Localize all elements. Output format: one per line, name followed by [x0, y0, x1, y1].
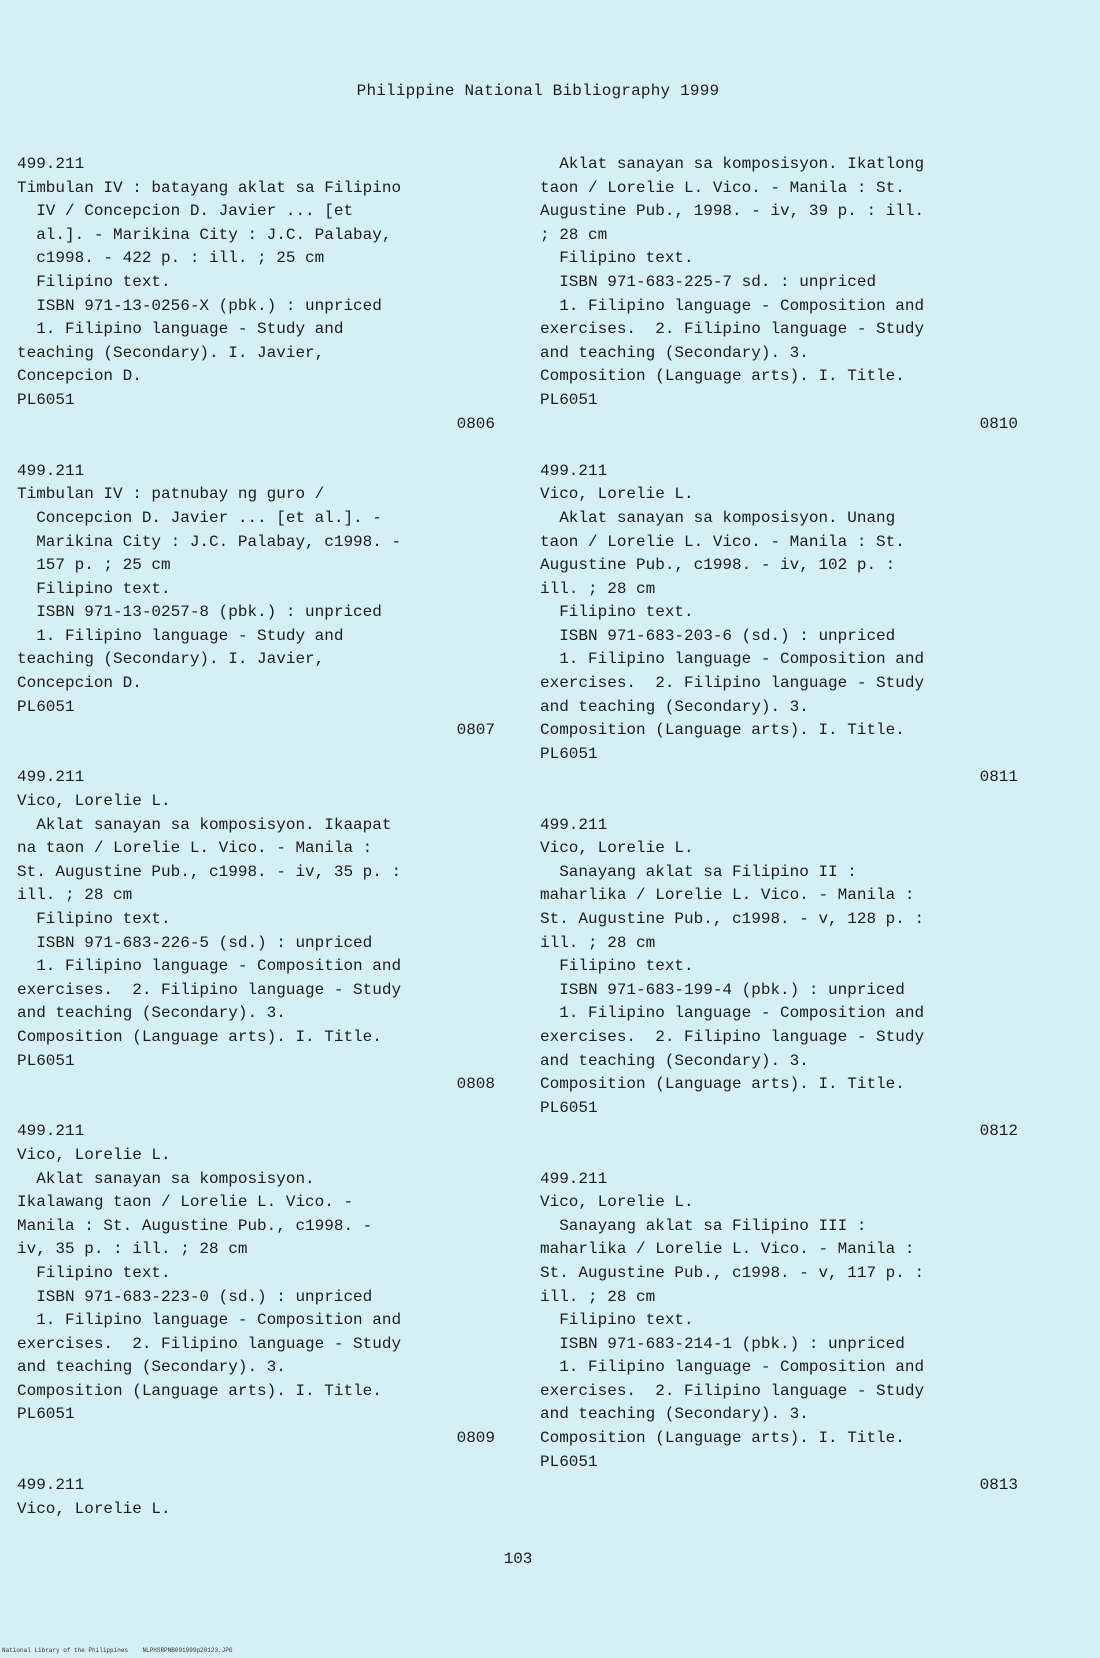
bibliographic-entry — [540, 460, 1018, 814]
entry-control-number: 0808 — [456, 1075, 495, 1094]
left-column — [17, 153, 495, 1521]
entry-spacer — [540, 1498, 1018, 1522]
entry-line: and teaching (Secondary). 3. — [540, 1405, 809, 1424]
entry-line: Filipino text. — [17, 910, 171, 928]
entry-line: ; 28 cm — [540, 225, 608, 244]
entry-line: Composition (Language arts). I. Title. — [17, 1381, 382, 1400]
entry-line: Composition (Language arts). I. Title. — [17, 1027, 382, 1046]
entry-line: ISBN 971-683-223-0 (sd.) : unpriced — [17, 1287, 373, 1306]
entry-line: exercises. 2. Filipino language - Study — [540, 1381, 925, 1400]
entry-line: 1. Filipino language - Composition and — [540, 296, 925, 315]
entry-line: Vico, Lorelie L. — [540, 839, 694, 858]
entry-line: ill. ; 28 cm — [540, 933, 656, 952]
entry-line: Concepcion D. — [17, 367, 142, 386]
entry-line: PL6051 — [17, 390, 75, 409]
entry-line: Concepcion D. — [17, 674, 142, 693]
entry-line: PL6051 — [17, 1051, 75, 1070]
bibliographic-entry — [17, 766, 495, 1120]
entry-spacer — [540, 790, 1018, 814]
entry-line: Filipino text. — [17, 579, 171, 598]
entry-line: maharlika / Lorelie L. Vico. - Manila : — [540, 1240, 915, 1259]
entry-line: 499.211 — [17, 1122, 85, 1141]
entry-line: Filipino text. — [540, 603, 694, 622]
entry-control-number: 0812 — [979, 1122, 1018, 1141]
entry-line: Filipino text. — [540, 1311, 694, 1330]
entry-line: Ikalawang taon / Lorelie L. Vico. - — [17, 1193, 354, 1212]
entry-line: exercises. 2. Filipino language - Study — [17, 1334, 402, 1353]
entry-line: Composition (Language arts). I. Title. — [540, 1429, 905, 1448]
entry-line: Aklat sanayan sa komposisyon. Unang — [540, 508, 896, 527]
entry-line: ISBN 971-683-203-6 (sd.) : unpriced — [540, 626, 896, 645]
page-header-title: Philippine National Bibliography 1999 — [356, 82, 720, 100]
entry-line: 157 p. ; 25 cm — [17, 556, 171, 575]
entry-line: St. Augustine Pub., c1998. - iv, 35 p. : — [17, 862, 402, 881]
entry-line: PL6051 — [540, 744, 598, 763]
entry-control-number: 0810 — [979, 414, 1018, 433]
entry-line: ill. ; 28 cm — [540, 579, 656, 598]
entry-line: PL6051 — [540, 1098, 598, 1117]
right-column — [540, 153, 1018, 1521]
entry-line: ISBN 971-683-199-4 (pbk.) : unpriced — [540, 980, 905, 999]
entry-line: Composition (Language arts). I. Title. — [540, 367, 905, 386]
entry-line: exercises. 2. Filipino language - Study — [540, 1027, 925, 1046]
entry-line: Vico, Lorelie L. — [17, 1145, 171, 1164]
entry-line: Vico, Lorelie L. — [17, 792, 171, 811]
bibliographic-entry — [17, 460, 495, 767]
entry-line: Sanayang aklat sa Filipino II : — [540, 862, 857, 881]
entry-control-number: 0813 — [979, 1476, 1018, 1495]
entry-line: PL6051 — [540, 1452, 598, 1471]
entry-line: Composition (Language arts). I. Title. — [540, 1075, 905, 1094]
entry-line: exercises. 2. Filipino language - Study — [540, 674, 925, 693]
entry-line: PL6051 — [17, 697, 75, 716]
entry-line: taon / Lorelie L. Vico. - Manila : St. — [540, 178, 905, 197]
entry-line: St. Augustine Pub., c1998. - v, 117 p. : — [540, 1263, 925, 1282]
entry-line: Augustine Pub., 1998. - iv, 39 p. : ill. — [540, 202, 925, 221]
entry-line: Manila : St. Augustine Pub., c1998. - — [17, 1216, 373, 1235]
bibliographic-entry — [540, 1168, 1018, 1522]
bibliographic-entry — [17, 1120, 495, 1474]
entry-line: ISBN 971-683-225-7 sd. : unpriced — [540, 272, 877, 291]
bibliographic-entry — [17, 153, 495, 460]
entry-line: ill. ; 28 cm — [17, 886, 133, 905]
bibliographic-entry — [540, 153, 1018, 460]
entry-line: na taon / Lorelie L. Vico. - Manila : — [17, 839, 373, 858]
entry-line: exercises. 2. Filipino language - Study — [540, 320, 925, 339]
entry-line: PL6051 — [17, 1405, 75, 1424]
entry-spacer — [17, 743, 495, 767]
entry-line: ISBN 971-683-214-1 (pbk.) : unpriced — [540, 1334, 905, 1353]
entry-line: 1. Filipino language - Composition and — [17, 957, 402, 976]
entry-line: Concepcion D. Javier ... [et al.]. - — [17, 508, 382, 527]
entry-line: ISBN 971-683-226-5 (sd.) : unpriced — [17, 933, 373, 952]
entry-line: al.]. - Marikina City : J.C. Palabay, — [17, 225, 392, 244]
entry-line: 499.211 — [540, 461, 608, 480]
entry-line: Vico, Lorelie L. — [540, 1193, 694, 1212]
entry-line: and teaching (Secondary). 3. — [17, 1358, 286, 1377]
entry-spacer — [17, 1451, 495, 1475]
entry-line: 1. Filipino language - Study and — [17, 626, 344, 645]
entry-line: c1998. - 422 p. : ill. ; 25 cm — [17, 249, 325, 268]
entry-control-number: 0806 — [456, 414, 495, 433]
entry-line: 1. Filipino language - Study and — [17, 320, 344, 339]
entry-line: Composition (Language arts). I. Title. — [540, 721, 905, 740]
entry-line: Sanayang aklat sa Filipino III : — [540, 1216, 867, 1235]
entry-line: 499.211 — [540, 1169, 608, 1188]
entry-line: Augustine Pub., c1998. - iv, 102 p. : — [540, 556, 896, 575]
entry-line: Filipino text. — [17, 272, 171, 291]
entry-line: exercises. 2. Filipino language - Study — [17, 980, 402, 999]
entry-control-number: 0811 — [979, 768, 1018, 787]
entry-line: 499.211 — [17, 155, 85, 173]
entry-line: Marikina City : J.C. Palabay, c1998. - — [17, 532, 402, 551]
entry-line: teaching (Secondary). I. Javier, — [17, 650, 325, 669]
entry-spacer — [540, 1144, 1018, 1168]
entry-line: teaching (Secondary). I. Javier, — [17, 343, 325, 362]
entry-line: Aklat sanayan sa komposisyon. Ikaapat — [17, 815, 392, 834]
entry-line: IV / Concepcion D. Javier ... [et — [17, 202, 354, 221]
entry-line: Timbulan IV : patnubay ng guro / — [17, 485, 325, 504]
entry-line: 499.211 — [540, 815, 608, 834]
entry-line: 1. Filipino language - Composition and — [540, 1004, 925, 1023]
entry-line: and teaching (Secondary). 3. — [17, 1004, 286, 1023]
entry-spacer — [17, 436, 495, 460]
scan-footer — [2, 1647, 232, 1654]
entry-line: Vico, Lorelie L. — [540, 485, 694, 504]
bibliographic-entry — [17, 1474, 495, 1521]
entry-line: and teaching (Secondary). 3. — [540, 1051, 809, 1070]
entry-line: taon / Lorelie L. Vico. - Manila : St. — [540, 532, 905, 551]
entry-line: 499.211 — [17, 768, 85, 787]
entry-line: 1. Filipino language - Composition and — [540, 1358, 925, 1377]
entry-line: Filipino text. — [540, 249, 694, 268]
entry-line: iv, 35 p. : ill. ; 28 cm — [17, 1240, 248, 1259]
footer-library: National Library of the Philippines — [2, 1647, 129, 1654]
entry-line: ISBN 971-13-0256-X (pbk.) : unpriced — [17, 296, 382, 315]
footer-filename: NLPHSRPNB091999p20123.JPG — [142, 1647, 233, 1654]
entry-line: Aklat sanayan sa komposisyon. — [17, 1169, 315, 1188]
entry-line: PL6051 — [540, 390, 598, 409]
entry-spacer — [540, 436, 1018, 460]
entry-line: 1. Filipino language - Composition and — [17, 1311, 402, 1330]
entry-line: ill. ; 28 cm — [540, 1287, 656, 1306]
entry-control-number: 0807 — [456, 721, 495, 740]
entry-line: Vico, Lorelie L. — [17, 1499, 171, 1518]
entry-line: and teaching (Secondary). 3. — [540, 343, 809, 362]
entry-line: ISBN 971-13-0257-8 (pbk.) : unpriced — [17, 603, 382, 622]
entry-line: 499.211 — [17, 1476, 85, 1495]
entry-line: and teaching (Secondary). 3. — [540, 697, 809, 716]
entry-spacer — [17, 1097, 495, 1121]
page-number: 103 — [503, 1550, 533, 1568]
entry-line: St. Augustine Pub., c1998. - v, 128 p. : — [540, 910, 925, 928]
entry-control-number: 0809 — [456, 1429, 495, 1448]
entry-line: Filipino text. — [17, 1263, 171, 1282]
entry-line: Timbulan IV : batayang aklat sa Filipino — [17, 178, 402, 197]
entry-line: Aklat sanayan sa komposisyon. Ikatlong — [540, 155, 925, 173]
entry-line: 1. Filipino language - Composition and — [540, 650, 925, 669]
entry-line: 499.211 — [17, 461, 85, 480]
bibliographic-entry — [540, 814, 1018, 1168]
entry-line: Filipino text. — [540, 957, 694, 976]
entry-line: maharlika / Lorelie L. Vico. - Manila : — [540, 886, 915, 905]
